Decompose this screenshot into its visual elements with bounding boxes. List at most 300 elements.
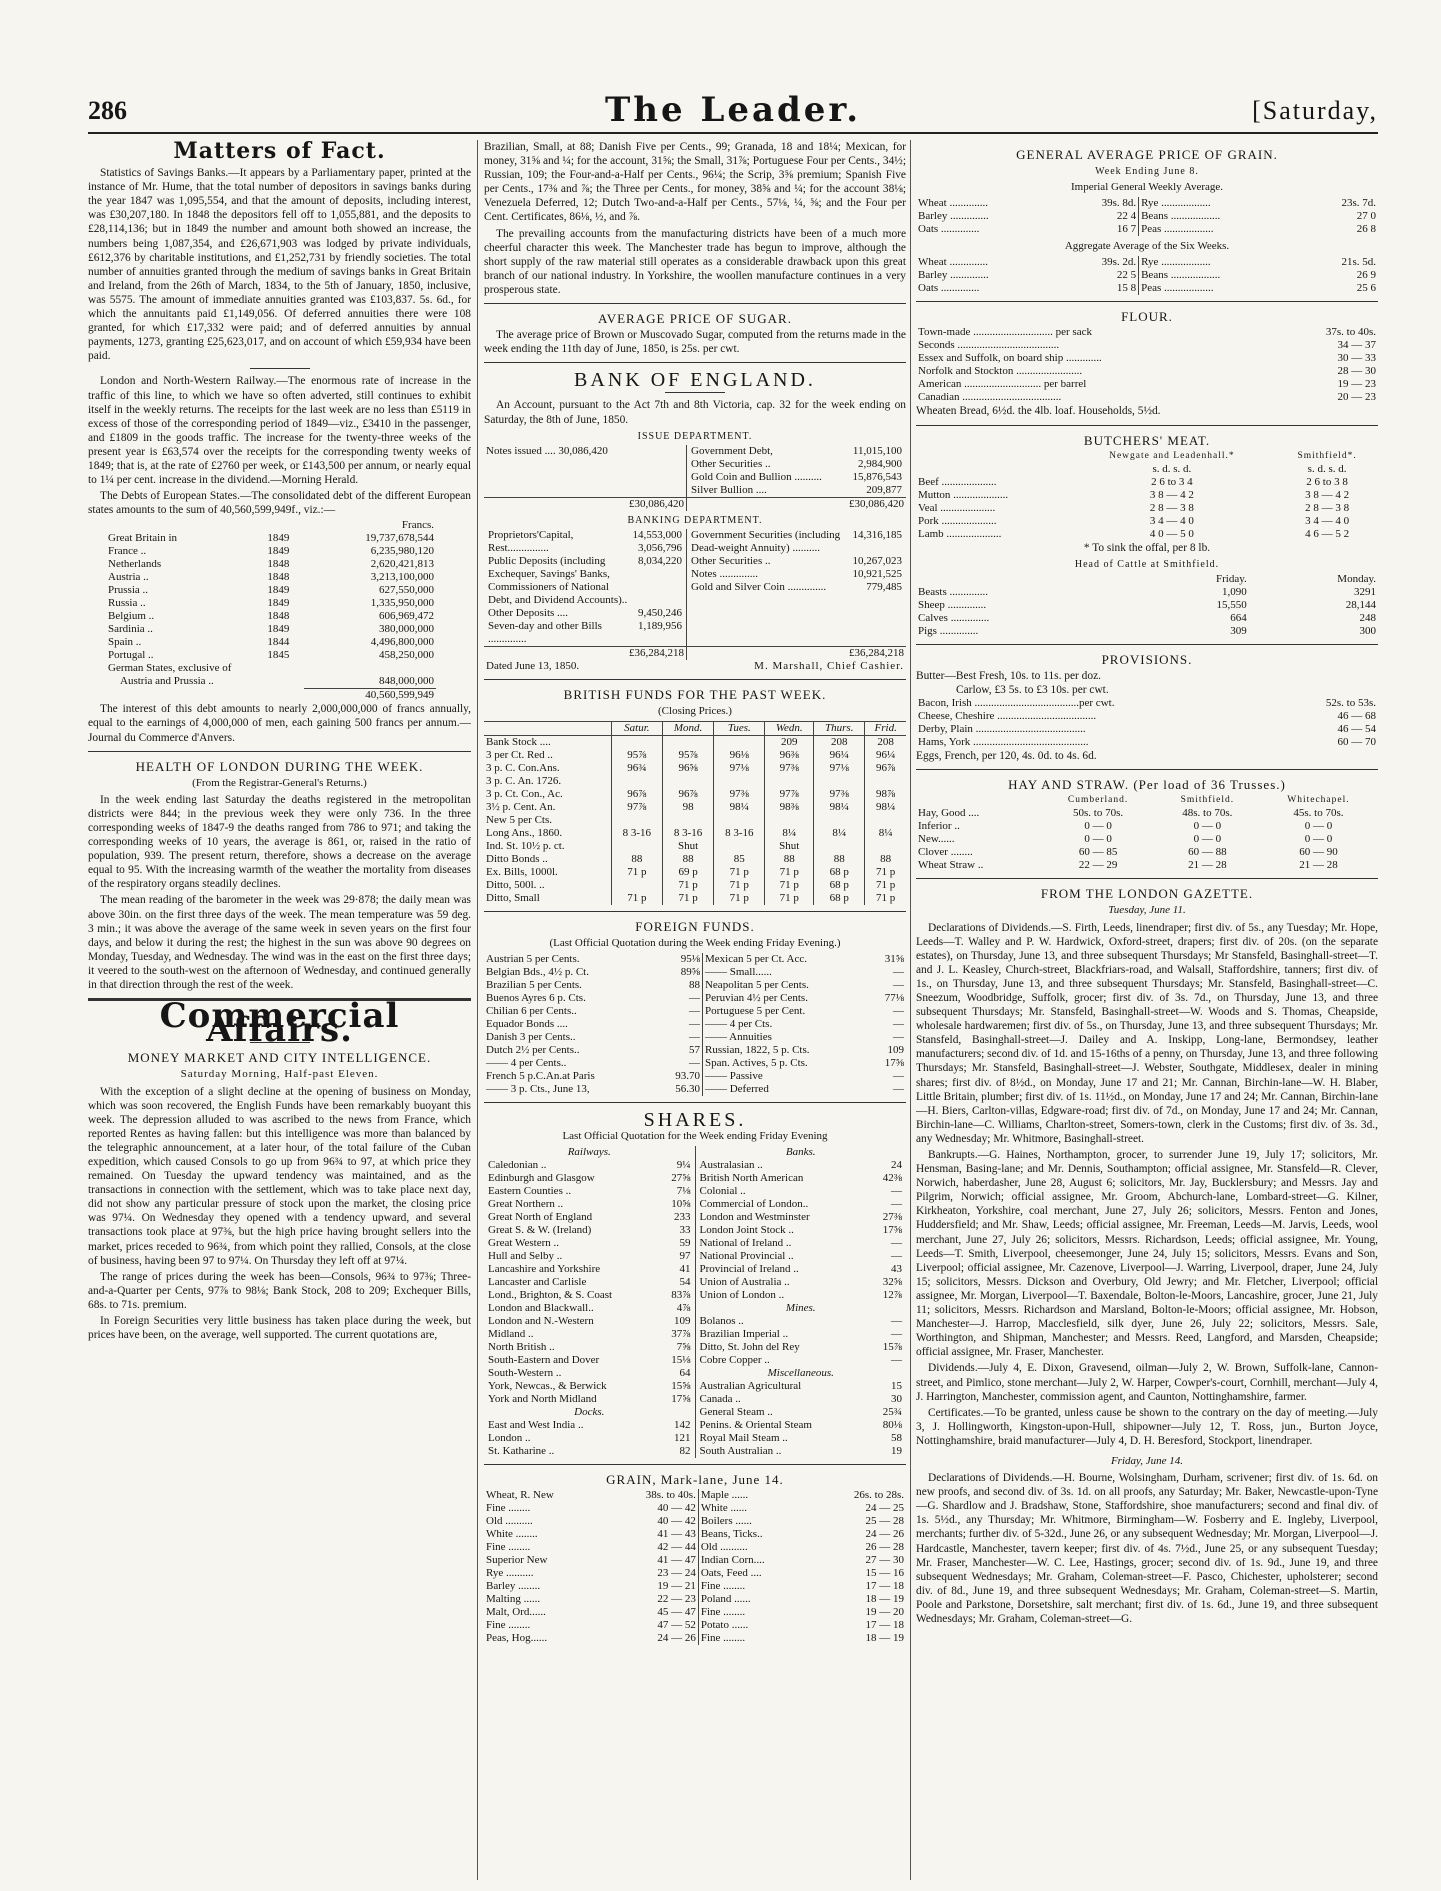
- share-row: [698, 1159, 905, 1172]
- table-cell: —: [893, 1018, 904, 1031]
- table-cell: 71 p: [865, 892, 906, 905]
- table-cell: 2 6 to 3 8: [1306, 475, 1348, 488]
- table-cell: [611, 735, 662, 749]
- cattle-row: [916, 612, 1378, 625]
- column-header: Mond.: [662, 721, 713, 735]
- fund-row: [484, 866, 906, 879]
- table-cell: 83⅞: [671, 1289, 691, 1302]
- health-paragraph: The mean reading of the barometer in the week was 29·878; the daily mean was above 30in. on the first three days of the week. The mean temperature was 59 deg. 3 min.; it was above the average of the same week in seven years on the first four days, and below it during the rest; the highest in the sun was above 90 degrees on Monday, Tuesday, and Wednesday. The wind was in the east on the first three days; it veered to the south-west on the afternoon of Wednesday, and continued generally in that direction through the rest of the week.: [88, 894, 471, 992]
- table-cell: Barley ..............: [918, 269, 989, 282]
- table-cell: —— 4 per Cents..: [486, 1057, 567, 1070]
- table-cell: 16 7: [1062, 223, 1138, 236]
- table-cell: 69 p: [662, 866, 713, 879]
- gazette-declarations: Declarations of Dividends.—H. Bourne, Wolsingham, Durham, scrivener; first div. of 1s. 6d. on new proofs, and second div. of 3s. 1d. on all proofs, any Saturday; Mr. Baker, Newcastle-upon-Tyne—G. Shardlow and J. Bradshaw, Stone, Staffordshire, shoe manufacturers; second and final div. of 1s. 5½d., any Thursday; Mr. Whitmore, Birmingham—W. Fosberry and E. Ingleby, Liverpool, merchants; further div. of 5-32d., June 26, or any subsequent Wednesday; Mr. Morgan, Liverpool—J. Hardcastle, Manchester, tavern keeper; first div. of 4s. 7½d., June 25, or any subsequent Tuesday; Mr. Fraser, Manchester—W. C. Lee, Hastings, grocer; second div. of 1s. 9d., June 19, and three subsequent Wednesdays; Mr. Graham, Coleman-street—F. Pasco, Chichester, upholsterer; second div. of 8d., June 19, and three subsequent Wednesdays; Mr. Graham, Coleman-street—S. Martin, Poole and Parkstone, Dorsetshire, salt merchant; first div. of 1s. 6d., June 19, and three subsequent Wednesdays; Mr. Graham, Coleman-street—G.: [916, 1472, 1378, 1625]
- table-cell: Indian Corn....: [700, 1554, 765, 1567]
- table-cell: 60 — 90: [1299, 846, 1338, 859]
- cattle-title: Head of Cattle at Smithfield.: [1074, 558, 1220, 570]
- meat-row: [916, 502, 1378, 515]
- bank-row: [486, 529, 684, 542]
- table-cell: American ............................ per barrel: [918, 378, 1087, 391]
- money-continued: Brazilian, Small, at 88; Danish Five per Cents., 99; Granada, 18 and 18¼; Mexican, for money, 31⅝ and ¼; for the account, 31⅝; the Small, 31⅞; Portuguese Four per Cents., 34½; Russian, 109; the Four-and-a-Half per Cents., 96¼; the Scrip, 3⅝ premium; Spanish Five per Cents., 17⅜ and ⅞; the Three per Cents., for money, 38⅝ and ¼; for the account 38⅛; Venezuela Deferred, 12; Dutch Two-and-a-Half per Cents., 57⅛, ¼, ⅝; and the Four per Cent. Certificates, 86⅛, ½, and ⅞.: [484, 141, 906, 224]
- table-cell: British North American: [699, 1172, 804, 1185]
- table-cell: 38s. to 40s.: [606, 1489, 699, 1502]
- table-cell: Other Deposits ....: [488, 606, 569, 619]
- table-cell: Proprietors'Capital,: [488, 528, 574, 541]
- table-cell: 95⅛: [657, 953, 702, 966]
- table-cell: Pork ....................: [918, 514, 997, 527]
- table-cell: 97⅛: [814, 762, 865, 775]
- divider: [916, 878, 1378, 879]
- table-cell: 48s. to 70s.: [1182, 807, 1233, 820]
- table-cell: 71 p: [611, 866, 662, 879]
- table-cell: —— 4 per Cts.: [704, 1018, 773, 1031]
- share-row: [698, 1419, 905, 1432]
- table-cell: 0 — 0: [1304, 820, 1333, 833]
- table-cell: Beans, Ticks..: [700, 1528, 763, 1541]
- table-cell: 0 — 0: [1193, 820, 1222, 833]
- bank-row: [689, 555, 904, 568]
- table-cell: —: [657, 1057, 702, 1070]
- table-cell: —: [891, 1354, 902, 1367]
- table-cell: 41 — 47: [606, 1554, 699, 1567]
- flour-row: [916, 378, 1378, 391]
- table-cell: Beasts ..............: [918, 585, 988, 598]
- table-cell: 95⅞: [662, 749, 713, 762]
- table-cell: Essex and Suffolk, on board ship .............: [918, 352, 1102, 365]
- share-row: [698, 1315, 905, 1328]
- share-row: [486, 1224, 693, 1237]
- table-cell: 14,316,185: [852, 528, 902, 541]
- table-cell: 1848: [267, 558, 290, 571]
- manufacturing-paragraph: The prevailing accounts from the manufacturing districts have been of a much more cheerful character this week. The Manchester trade has begun to improve, although the short supply of the raw material still operates as a considerable drawback upon this great branch of our national industry. In Yorkshire, the woollen manufacture continues in a very prosperous state.: [484, 227, 906, 296]
- table-cell: 12⅞: [882, 1289, 902, 1302]
- table-cell: Great North of England: [488, 1211, 593, 1224]
- average-row: [916, 223, 1378, 236]
- meat-col-smithfield: Smithfield*.: [1297, 450, 1357, 461]
- table-cell: 8 3-16: [714, 827, 765, 840]
- share-row: [698, 1224, 905, 1237]
- table-cell: Ditto Bonds ..: [486, 852, 548, 865]
- grain-table: [484, 1489, 906, 1645]
- table-cell: 71 p: [662, 879, 713, 892]
- table-cell: —: [891, 1315, 902, 1328]
- table-cell: Danish 3 per Cents..: [486, 1031, 576, 1044]
- table-cell: Calves ..............: [918, 611, 990, 624]
- column-header: Satur.: [611, 721, 662, 735]
- table-cell: 59: [679, 1237, 691, 1250]
- table-cell: —: [893, 1031, 904, 1044]
- table-subheading: [698, 1367, 905, 1380]
- column-rule: [910, 140, 911, 1880]
- table-cell: 54: [679, 1276, 691, 1289]
- table-cell: 96¾: [611, 762, 662, 775]
- cattle-col-monday: Monday.: [1337, 572, 1376, 585]
- table-cell: [814, 775, 865, 788]
- table-cell: Great S. & W. (Ireland): [488, 1224, 592, 1237]
- issue-row: [689, 445, 904, 458]
- debt-row: [106, 584, 436, 597]
- article-debts: The Debts of European States.—The consolidated debt of the different European states amounts to the sum of 40,560,599,949f., viz.:—: [88, 490, 471, 517]
- table-cell: Clover ........: [918, 846, 973, 859]
- table-cell: [662, 735, 713, 749]
- share-row: [698, 1445, 905, 1458]
- issue-heading: ISSUE DEPARTMENT.: [637, 430, 753, 442]
- table-cell: 96⅛: [714, 749, 765, 762]
- table-cell: Edinburgh and Glasgow: [488, 1172, 595, 1185]
- gazette-certificates: Certificates.—To be granted, unless cause be shown to the contrary on the day of meeting.—July 3, J. Hollingworth, Kingston-upon-Hull, shipowner—July 12, T. Ross, jun., Burton Joyce, Nottinghamshire, braid manufacturer—July 4, D. H. Beresford, Stockport, linendraper.: [916, 1406, 1378, 1447]
- table-cell: 3291: [1354, 585, 1376, 598]
- table-cell: Bank Stock ....: [486, 735, 551, 748]
- health-title: HEALTH OF LONDON DURING THE WEEK.: [135, 758, 424, 774]
- weekly-average-table: [916, 197, 1378, 236]
- provision-row: [916, 723, 1378, 736]
- table-cell: Midland ..: [488, 1328, 534, 1341]
- debt-row: [106, 649, 436, 662]
- table-cell: —— Small......: [704, 966, 772, 979]
- table-cell: 19 — 21: [606, 1580, 699, 1593]
- grain-row: [484, 1502, 906, 1515]
- table-cell: 1849: [267, 532, 290, 545]
- share-row: [486, 1276, 693, 1289]
- table-cell: 88: [814, 853, 865, 866]
- table-cell: Dutch 2½ per Cents..: [486, 1044, 580, 1057]
- table-cell: Beef ....................: [918, 475, 997, 488]
- table-cell: 56.30: [657, 1083, 702, 1096]
- hay-row: [916, 846, 1378, 859]
- table-cell: 40 — 42: [606, 1502, 699, 1515]
- table-cell: South-Western ..: [488, 1367, 562, 1380]
- share-row: [486, 1341, 693, 1354]
- average-row: [916, 210, 1378, 223]
- share-row: [698, 1172, 905, 1185]
- cattle-row: [916, 599, 1378, 612]
- table-cell: 47 — 52: [606, 1619, 699, 1632]
- table-cell: 71 p: [611, 892, 662, 905]
- table-cell: 380,000,000: [379, 623, 434, 636]
- divider: [916, 769, 1378, 770]
- table-cell: Chilian 6 per Cents..: [486, 1005, 577, 1018]
- debts-german-label: German States, exclusive of: [108, 662, 232, 675]
- table-cell: —— Passive: [704, 1070, 763, 1083]
- table-cell: Great Western ..: [488, 1237, 559, 1250]
- share-row: [486, 1289, 693, 1302]
- table-cell: Commercial of London..: [699, 1198, 809, 1211]
- table-cell: National Provincial ..: [699, 1250, 794, 1263]
- avg-grain-week: Week Ending June 8.: [1095, 166, 1199, 178]
- share-row: [698, 1250, 905, 1263]
- table-cell: 98: [662, 801, 713, 814]
- table-cell: —: [893, 1070, 904, 1083]
- flour-title: FLOUR.: [1121, 309, 1173, 325]
- table-cell: South-Eastern and Dover: [488, 1354, 600, 1367]
- share-row: [486, 1159, 693, 1172]
- table-cell: Great Northern ..: [488, 1198, 564, 1211]
- table-cell: South Australian ..: [699, 1445, 782, 1458]
- table-cell: Penins. & Oriental Steam: [699, 1419, 812, 1432]
- foreign-row: [484, 966, 906, 979]
- table-cell: Lond., Brighton, & S. Coast: [488, 1289, 613, 1302]
- table-cell: Wheat, R. New: [486, 1489, 554, 1502]
- table-cell: France ..: [108, 545, 147, 558]
- share-row: [698, 1263, 905, 1276]
- table-cell: —: [891, 1250, 902, 1263]
- table-cell: 60 — 70: [1337, 736, 1376, 749]
- table-cell: 71 p: [714, 892, 765, 905]
- table-cell: 2 8 — 3 8: [1149, 501, 1194, 514]
- table-cell: Poland ......: [700, 1593, 751, 1606]
- funds-table: [484, 721, 906, 905]
- table-cell: 88: [662, 853, 713, 866]
- table-cell: 7⅛: [676, 1185, 691, 1198]
- table-cell: 209,877: [866, 483, 902, 496]
- shares-table: [484, 1146, 906, 1458]
- share-row: [698, 1393, 905, 1406]
- cattle-table: [916, 573, 1378, 638]
- banking-table: [484, 529, 906, 660]
- money-paragraph: In Foreign Securities very little business has taken place during the week, but prices have been, on the average, well supported. The current quotations are,: [88, 1315, 471, 1342]
- table-cell: 98¼: [814, 801, 865, 814]
- table-cell: 88: [611, 853, 662, 866]
- table-subheading: [698, 1146, 905, 1159]
- column-header: [484, 721, 611, 735]
- table-cell: 9,450,246: [638, 606, 683, 619]
- table-cell: 71 p: [865, 866, 906, 879]
- meat-units: s. d. s. d.: [1152, 462, 1192, 475]
- table-cell: White ......: [700, 1502, 747, 1515]
- table-cell: Neapolitan 5 per Cents.: [704, 979, 809, 992]
- table-cell: Rye ..........: [486, 1567, 534, 1580]
- table-cell: Other Securities ..: [691, 457, 771, 470]
- meat-title: BUTCHERS' MEAT.: [1083, 432, 1211, 448]
- table-cell: 8¼: [865, 827, 906, 840]
- table-cell: 96⅞: [865, 762, 906, 775]
- fund-row: [484, 879, 906, 892]
- table-cell: 68 p: [814, 892, 865, 905]
- table-cell: 28,144: [1345, 598, 1376, 611]
- table-cell: 1849: [267, 597, 290, 610]
- table-cell: Ex. Bills, 1000l.: [486, 865, 558, 878]
- table-cell: —: [891, 1328, 902, 1341]
- table-cell: 3 4 — 4 0: [1149, 514, 1194, 527]
- table-cell: London and Blackwall..: [488, 1302, 594, 1315]
- foreign-row: [484, 1018, 906, 1031]
- article-interest: The interest of this debt amounts to nearly 2,000,000,000 of francs annually, equal to the earnings of 4,000,000 of men, each gaining 500 francs per annum.—Journal du Commerce d'Anvers.: [88, 703, 471, 744]
- debt-row: [106, 558, 436, 571]
- provisions-line: Carlow, £3 5s. to £3 10s. per cwt.: [956, 684, 1109, 697]
- table-cell: 3 p. C. Con.Ans.: [486, 761, 560, 774]
- table-cell: 27⅜: [882, 1211, 902, 1224]
- money-time: Saturday Morning, Half-past Eleven.: [180, 1068, 379, 1081]
- table-cell: 458,250,000: [379, 649, 434, 662]
- table-cell: 22 — 29: [1078, 859, 1118, 872]
- table-cell: —: [893, 979, 904, 992]
- table-cell: Sheep ..............: [918, 598, 987, 611]
- fund-row: [484, 840, 906, 853]
- table-cell: 98¼: [714, 801, 765, 814]
- funds-title: BRITISH FUNDS FOR THE PAST WEEK.: [563, 686, 827, 702]
- share-row: [698, 1185, 905, 1198]
- grain-row: [484, 1619, 906, 1632]
- table-cell: Fine ........: [486, 1541, 531, 1554]
- table-cell: Shut: [765, 840, 814, 853]
- table-cell: Brazilian 5 per Cents.: [486, 979, 582, 992]
- table-cell: 2 6 to 3 4: [1151, 475, 1193, 488]
- share-row: [698, 1406, 905, 1419]
- share-row: [486, 1250, 693, 1263]
- table-cell: 3,213,100,000: [370, 571, 434, 584]
- table-cell: 17⅝: [882, 1224, 902, 1237]
- share-row: [486, 1185, 693, 1198]
- table-cell: 21s. 5d.: [1341, 256, 1376, 269]
- table-cell: 15: [891, 1380, 902, 1393]
- table-cell: Mexican 5 per Ct. Acc.: [704, 953, 808, 966]
- table-cell: Lancaster and Carlisle: [488, 1276, 587, 1289]
- table-cell: Fine ........: [700, 1606, 746, 1619]
- table-cell: St. Katharine ..: [488, 1445, 555, 1458]
- table-cell: Ditto, St. John del Rey: [699, 1341, 800, 1354]
- table-cell: [714, 775, 765, 788]
- fund-row: [484, 853, 906, 866]
- table-cell: 25¾: [882, 1406, 902, 1419]
- divider: [88, 751, 471, 752]
- table-cell: National of Ireland ..: [699, 1237, 792, 1250]
- table-cell: Caledonian ..: [488, 1159, 547, 1172]
- table-cell: Brazilian Imperial ..: [699, 1328, 789, 1341]
- table-cell: Cheese, Cheshire ....................................: [918, 710, 1097, 723]
- table-cell: 97: [679, 1250, 691, 1263]
- meat-note: * To sink the offal, per 8 lb.: [1083, 541, 1211, 554]
- table-cell: 39s. 8d.: [1062, 197, 1138, 210]
- table-cell: 98⅞: [865, 788, 906, 801]
- table-cell: —: [891, 1198, 902, 1211]
- table-cell: 14,553,000: [632, 528, 683, 541]
- table-cell: 93.70: [657, 1070, 702, 1083]
- gazette-date: Friday, June 14.: [1110, 1454, 1184, 1467]
- table-cell: Equador Bonds ....: [486, 1018, 568, 1031]
- bank-row: [486, 620, 684, 646]
- share-row: [698, 1276, 905, 1289]
- table-cell: 68 p: [814, 866, 865, 879]
- table-cell: Provincial of Ireland ..: [699, 1263, 799, 1276]
- hay-col: Cumberland.: [1067, 795, 1129, 806]
- table-cell: 71 p: [865, 879, 906, 892]
- table-cell: Belgium ..: [108, 610, 155, 623]
- table-cell: 1848: [267, 571, 290, 584]
- table-cell: —: [657, 1031, 702, 1044]
- table-cell: 4 0 — 5 0: [1149, 527, 1194, 540]
- table-cell: 71 p: [765, 879, 814, 892]
- table-cell: Portuguese 5 per Cent.: [704, 1005, 806, 1018]
- share-row: [486, 1198, 693, 1211]
- table-cell: Canadian ....................................: [918, 391, 1062, 404]
- table-cell: Royal Mail Steam ..: [699, 1432, 788, 1445]
- table-cell: Span. Actives, 5 p. Cts.: [704, 1057, 808, 1070]
- hay-row: [916, 859, 1378, 872]
- fund-row: [484, 788, 906, 801]
- flour-row: [916, 326, 1378, 339]
- table-cell: [714, 814, 765, 827]
- table-cell: Canada ..: [699, 1393, 741, 1406]
- table-cell: 22 5: [1062, 269, 1138, 282]
- table-cell: Malt, Ord......: [486, 1606, 546, 1619]
- foreign-row: [484, 979, 906, 992]
- table-cell: 89⅝: [657, 966, 702, 979]
- table-cell: Great Britain in: [108, 532, 178, 545]
- debt-row: [106, 610, 436, 623]
- share-row: [486, 1302, 693, 1315]
- flour-row: [916, 352, 1378, 365]
- bank-total-right: £36,284,218: [687, 646, 906, 660]
- table-cell: 8¼: [814, 827, 865, 840]
- shares-subtitle: Last Official Quotation for the Week ending Friday Evening: [562, 1130, 828, 1143]
- hay-row: [916, 833, 1378, 846]
- table-cell: [611, 775, 662, 788]
- table-cell: Beans ..................: [1141, 269, 1221, 282]
- table-cell: 17⅝: [671, 1393, 691, 1406]
- flour-row: [916, 391, 1378, 404]
- table-cell: Notes ..............: [691, 567, 758, 580]
- column-header: Tues.: [714, 721, 765, 735]
- table-cell: —: [891, 1185, 902, 1198]
- table-cell: 19 — 23: [1337, 378, 1376, 391]
- table-cell: 24 — 26: [606, 1632, 699, 1645]
- table-cell: Peas ..................: [1141, 282, 1214, 295]
- table-cell: 11,015,100: [852, 444, 902, 457]
- table-cell: Oats ..............: [918, 223, 980, 236]
- table-cell: London Joint Stock ..: [699, 1224, 794, 1237]
- table-cell: 31⅝: [884, 953, 904, 966]
- bank-row: [486, 542, 684, 555]
- table-cell: 80⅛: [882, 1419, 902, 1432]
- share-row: [486, 1393, 693, 1406]
- share-row: [698, 1198, 905, 1211]
- commercial-title: Commercial Affairs.: [159, 996, 400, 1051]
- table-cell: [714, 735, 765, 749]
- column-1: [88, 140, 471, 1880]
- table-cell: 15⅞: [882, 1341, 902, 1354]
- share-row: [698, 1289, 905, 1302]
- table-cell: Wheat ..............: [918, 256, 988, 269]
- table-cell: 142: [674, 1419, 691, 1432]
- table-cell: 17 — 18: [865, 1580, 904, 1593]
- table-cell: Peas, Hog......: [486, 1632, 548, 1645]
- table-cell: 109: [887, 1044, 904, 1057]
- table-cell: 98⅜: [765, 801, 814, 814]
- table-cell: 209: [765, 735, 814, 749]
- money-title: MONEY MARKET AND CITY INTELLIGENCE.: [127, 1050, 432, 1066]
- table-cell: [662, 775, 713, 788]
- table-cell: Shut: [662, 840, 713, 853]
- bank-title: BANK OF ENGLAND.: [574, 369, 816, 392]
- table-cell: —— Annuities: [704, 1031, 772, 1044]
- bank-dated: Dated June 13, 1850.: [486, 659, 580, 672]
- column-header: Frid.: [865, 721, 906, 735]
- table-cell: 3 per Ct. Red ..: [486, 748, 553, 761]
- table-cell: 40 — 42: [606, 1515, 699, 1528]
- shares-title: SHARES.: [643, 1109, 747, 1132]
- table-cell: 109: [674, 1315, 691, 1328]
- table-cell: Ditto, 500l. ..: [486, 878, 545, 891]
- foreign-row: [484, 1057, 906, 1070]
- page-number: 286: [88, 96, 127, 125]
- subheading: Railways.: [567, 1146, 611, 1159]
- share-row: [486, 1172, 693, 1185]
- meat-units: s. d. s. d.: [1307, 462, 1347, 475]
- bank-cashier: M. Marshall, Chief Cashier.: [754, 659, 904, 672]
- table-cell: 32⅝: [882, 1276, 902, 1289]
- table-cell: 22 4: [1062, 210, 1138, 223]
- provision-row: [916, 710, 1378, 723]
